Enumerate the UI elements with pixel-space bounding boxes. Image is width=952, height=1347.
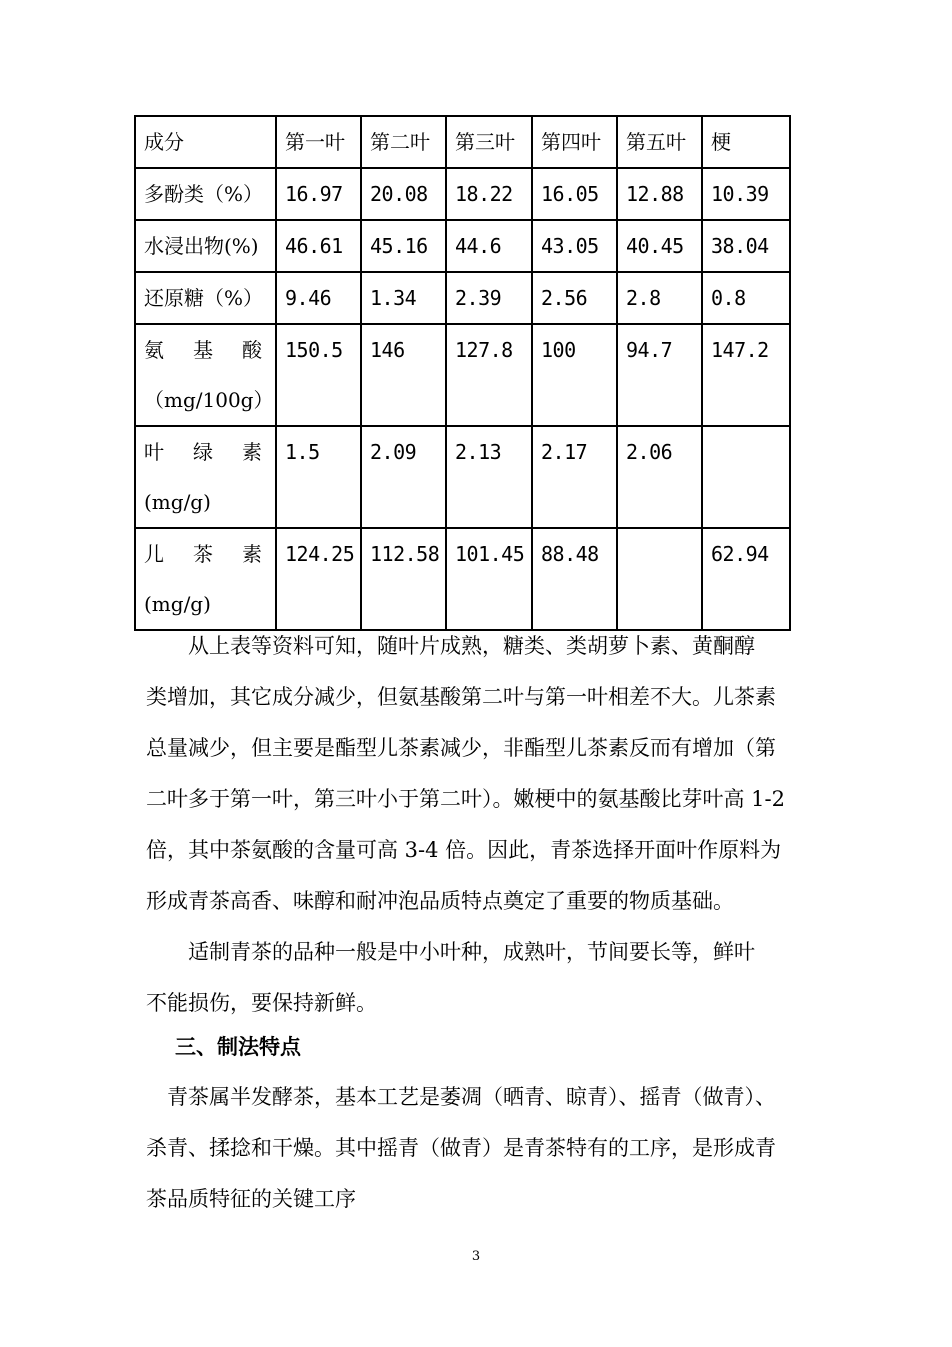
table-cell	[617, 528, 702, 630]
row-label: 水浸出物(%)	[135, 220, 276, 272]
table-cell: 46.61	[276, 220, 361, 272]
table-cell: 38.04	[702, 220, 790, 272]
text-line: 形成青茶高香、味醇和耐冲泡品质特点奠定了重要的物质基础。	[146, 889, 734, 913]
table-cell: 88.48	[532, 528, 617, 630]
section-heading: 三、制法特点	[175, 1035, 301, 1059]
composition-table-container	[134, 115, 791, 631]
table-cell: 101.45	[446, 528, 532, 630]
row-label: 多酚类（%）	[135, 168, 276, 220]
table-cell: 2.56	[532, 272, 617, 324]
table-cell: 16.97	[276, 168, 361, 220]
table-row	[135, 426, 790, 528]
row-label-char: 儿	[144, 542, 164, 566]
row-label-char: 叶	[144, 440, 164, 464]
header-cell: 梗	[702, 116, 790, 168]
row-label	[135, 528, 276, 630]
page-number: 3	[471, 1249, 481, 1264]
text-line: 类增加，其它成分减少，但氨基酸第二叶与第一叶相差不大。儿茶素	[146, 685, 776, 709]
table-cell: 2.39	[446, 272, 532, 324]
table-cell: 2.17	[532, 426, 617, 528]
text-line: 总量减少，但主要是酯型儿茶素减少，非酯型儿茶素反而有增加（第	[146, 736, 776, 760]
table-cell: 2.09	[361, 426, 446, 528]
body-paragraph-varieties	[146, 927, 812, 1029]
row-label-char: 氨	[144, 338, 164, 362]
row-label-line2: (mg/g)	[144, 490, 211, 514]
header-cell: 第五叶	[617, 116, 702, 168]
text-line: 从上表等资料可知，随叶片成熟，糖类、类胡萝卜素、黄酮醇	[146, 634, 755, 658]
row-label-char: 基	[193, 338, 213, 362]
table-cell: 12.88	[617, 168, 702, 220]
row-label-char: 绿	[193, 440, 213, 464]
table-cell: 10.39	[702, 168, 790, 220]
table-cell: 2.8	[617, 272, 702, 324]
row-label-char: 茶	[193, 542, 213, 566]
table-row	[135, 220, 790, 272]
table-cell: 0.8	[702, 272, 790, 324]
table-cell: 2.06	[617, 426, 702, 528]
body-paragraph-analysis	[146, 621, 812, 927]
table-row	[135, 168, 790, 220]
table-cell	[702, 426, 790, 528]
table-cell: 62.94	[702, 528, 790, 630]
table-cell: 9.46	[276, 272, 361, 324]
table-cell: 100	[532, 324, 617, 426]
row-label-line1	[144, 427, 268, 477]
table-cell: 16.05	[532, 168, 617, 220]
table-row	[135, 324, 790, 426]
table-cell: 44.6	[446, 220, 532, 272]
row-label-char: 素	[242, 542, 262, 566]
row-label-line2: （mg/100g）	[144, 388, 274, 412]
header-cell: 第四叶	[532, 116, 617, 168]
text-line: 倍，其中茶氨酸的含量可高 3-4 倍。因此，青茶选择开面叶作原料为	[146, 838, 782, 862]
body-paragraph-process	[146, 1072, 812, 1225]
composition-table	[134, 115, 791, 631]
header-cell: 第三叶	[446, 116, 532, 168]
row-label-line1	[144, 529, 268, 579]
table-cell: 43.05	[532, 220, 617, 272]
table-cell: 146	[361, 324, 446, 426]
table-cell: 45.16	[361, 220, 446, 272]
row-label	[135, 324, 276, 426]
row-label: 还原糖（%）	[135, 272, 276, 324]
table-cell: 40.45	[617, 220, 702, 272]
text-line: 不能损伤，要保持新鲜。	[146, 991, 377, 1015]
table-cell: 1.5	[276, 426, 361, 528]
table-cell: 2.13	[446, 426, 532, 528]
row-label-char: 素	[242, 440, 262, 464]
table-row	[135, 528, 790, 630]
table-row	[135, 272, 790, 324]
row-label-line2: (mg/g)	[144, 592, 211, 616]
text-line: 茶品质特征的关键工序	[146, 1187, 356, 1211]
header-cell: 成分	[135, 116, 276, 168]
row-label-char: 酸	[242, 338, 262, 362]
text-line: 青茶属半发酵茶，基本工艺是萎凋（晒青、晾青）、摇青（做青）、	[146, 1085, 776, 1109]
table-header-row	[135, 116, 790, 168]
header-cell: 第一叶	[276, 116, 361, 168]
table-cell: 112.58	[361, 528, 446, 630]
table-cell: 124.25	[276, 528, 361, 630]
row-label-line1	[144, 325, 268, 375]
text-line: 二叶多于第一叶，第三叶小于第二叶）。嫩梗中的氨基酸比芽叶高 1-2	[146, 787, 785, 811]
table-cell: 94.7	[617, 324, 702, 426]
row-label	[135, 426, 276, 528]
table-cell: 150.5	[276, 324, 361, 426]
table-cell: 1.34	[361, 272, 446, 324]
text-line: 适制青茶的品种一般是中小叶种，成熟叶，节间要长等，鲜叶	[146, 940, 755, 964]
table-cell: 147.2	[702, 324, 790, 426]
table-cell: 127.8	[446, 324, 532, 426]
table-cell: 18.22	[446, 168, 532, 220]
text-line: 杀青、揉捻和干燥。其中摇青（做青）是青茶特有的工序，是形成青	[146, 1136, 776, 1160]
table-cell: 20.08	[361, 168, 446, 220]
header-cell: 第二叶	[361, 116, 446, 168]
